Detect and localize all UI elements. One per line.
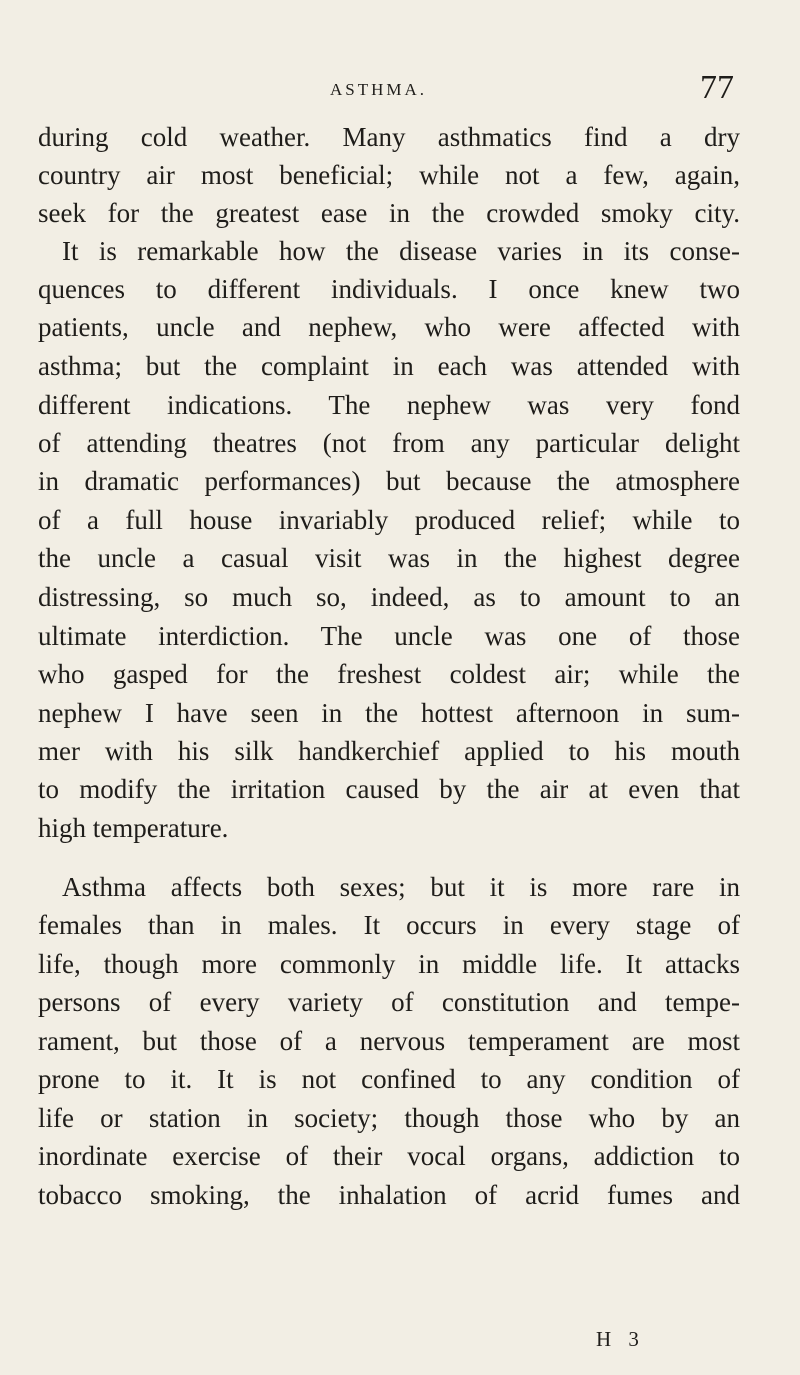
text-line: persons of every variety of constitution and tempe-: [38, 987, 740, 1017]
text-line: quences to different individuals. I once knew two: [38, 274, 740, 304]
text-line: ultimate interdiction. The uncle was one of those: [38, 621, 740, 651]
text-line: It is remarkable how the disease varies in its conse-: [62, 236, 740, 266]
text-line: of a full house invariably produced relief; while to: [38, 505, 740, 535]
signature-mark: H 3: [596, 1327, 645, 1351]
text-line: the uncle a casual visit was in the highest degree: [38, 543, 740, 573]
text-line: seek for the greatest ease in the crowded smoky city.: [38, 198, 740, 228]
text-line: prone to it. It is not confined to any condition of: [38, 1064, 740, 1094]
text-line: in dramatic performances) but because the atmosphere: [38, 466, 740, 496]
text-line: of attending theatres (not from any particular delight: [38, 428, 740, 458]
text-line: nephew I have seen in the hottest afternoon in sum-: [38, 698, 740, 728]
page-number: 77: [700, 69, 734, 106]
text-line: distressing, so much so, indeed, as to amount to an: [38, 582, 740, 612]
text-line: females than in males. It occurs in every stage of: [38, 910, 740, 940]
text-line: Asthma affects both sexes; but it is more rare in: [62, 872, 740, 902]
text-line: country air most beneficial; while not a few, again,: [38, 160, 740, 190]
text-line: patients, uncle and nephew, who were affected with: [38, 312, 740, 342]
text-line: inordinate exercise of their vocal organs, addiction to: [38, 1141, 740, 1171]
text-line: asthma; but the complaint in each was attended with: [38, 351, 740, 381]
text-line: high temperature.: [38, 813, 229, 843]
text-line: during cold weather. Many asthmatics find a dry: [38, 122, 740, 152]
text-line: tobacco smoking, the inhalation of acrid fumes and: [38, 1180, 740, 1210]
text-line: rament, but those of a nervous temperament are most: [38, 1026, 740, 1056]
running-head: ASTHMA.: [330, 80, 428, 99]
text-line: mer with his silk handkerchief applied to his mouth: [38, 736, 740, 766]
text-line: life or station in society; though those who by an: [38, 1103, 740, 1133]
text-line: different indications. The nephew was very fond: [38, 390, 740, 420]
text-line: life, though more commonly in middle life. It attacks: [38, 949, 740, 979]
text-line: to modify the irritation caused by the air at even that: [38, 774, 740, 804]
text-line: who gasped for the freshest coldest air; while the: [38, 659, 740, 689]
